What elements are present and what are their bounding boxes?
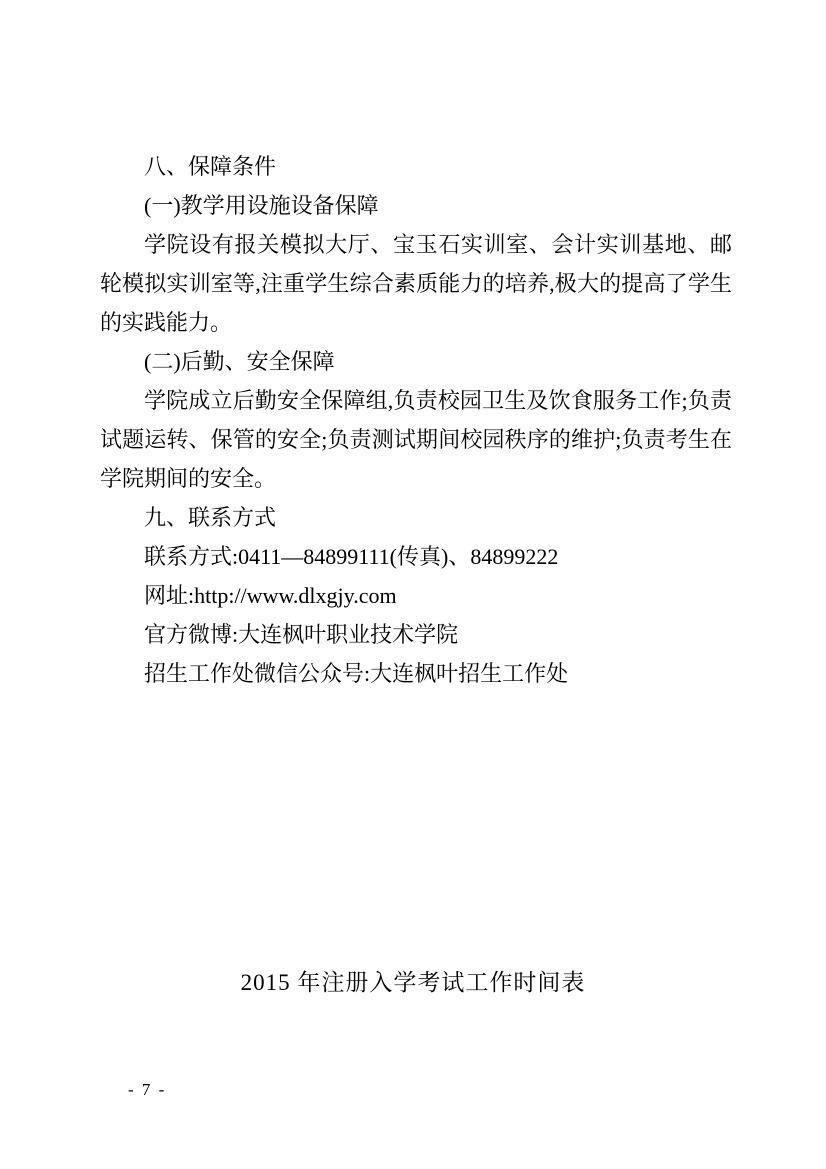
section-9-heading: 九、联系方式 (144, 505, 277, 530)
section-8-sub2-paragraph: 学院成立后勤安全保障组,负责校园卫生及饮食服务工作;负责试题运转、保管的安全;负责测试期间校园秩序的维护;负责考生在学院期间的安全。 (100, 388, 732, 491)
section-8-sub1-paragraph: 学院设有报关模拟大厅、宝玉石实训室、会计实训基地、邮轮模拟实训室等,注重学生综合素质能力的培养,极大的提高了学生的实践能力。 (100, 232, 732, 335)
contact-website-line: 网址:http://www.dlxgjy.com (144, 583, 397, 608)
contact-wechat-line: 招生工作处微信公众号:大连枫叶招生工作处 (144, 661, 569, 686)
page-number: - 7 - (128, 1080, 167, 1099)
contact-phone-line: 联系方式:0411—84899111(传真)、84899222 (144, 544, 559, 569)
section-8-heading: 八、保障条件 (144, 154, 277, 179)
document-body (100, 147, 732, 693)
schedule-table-title: 2015 年注册入学考试工作时间表 (240, 970, 586, 995)
section-8-sub1-heading: (一)教学用设施设备保障 (144, 193, 379, 218)
contact-weibo-line: 官方微博:大连枫叶职业技术学院 (144, 622, 459, 647)
section-8-sub2-heading: (二)后勤、安全保障 (144, 349, 335, 374)
